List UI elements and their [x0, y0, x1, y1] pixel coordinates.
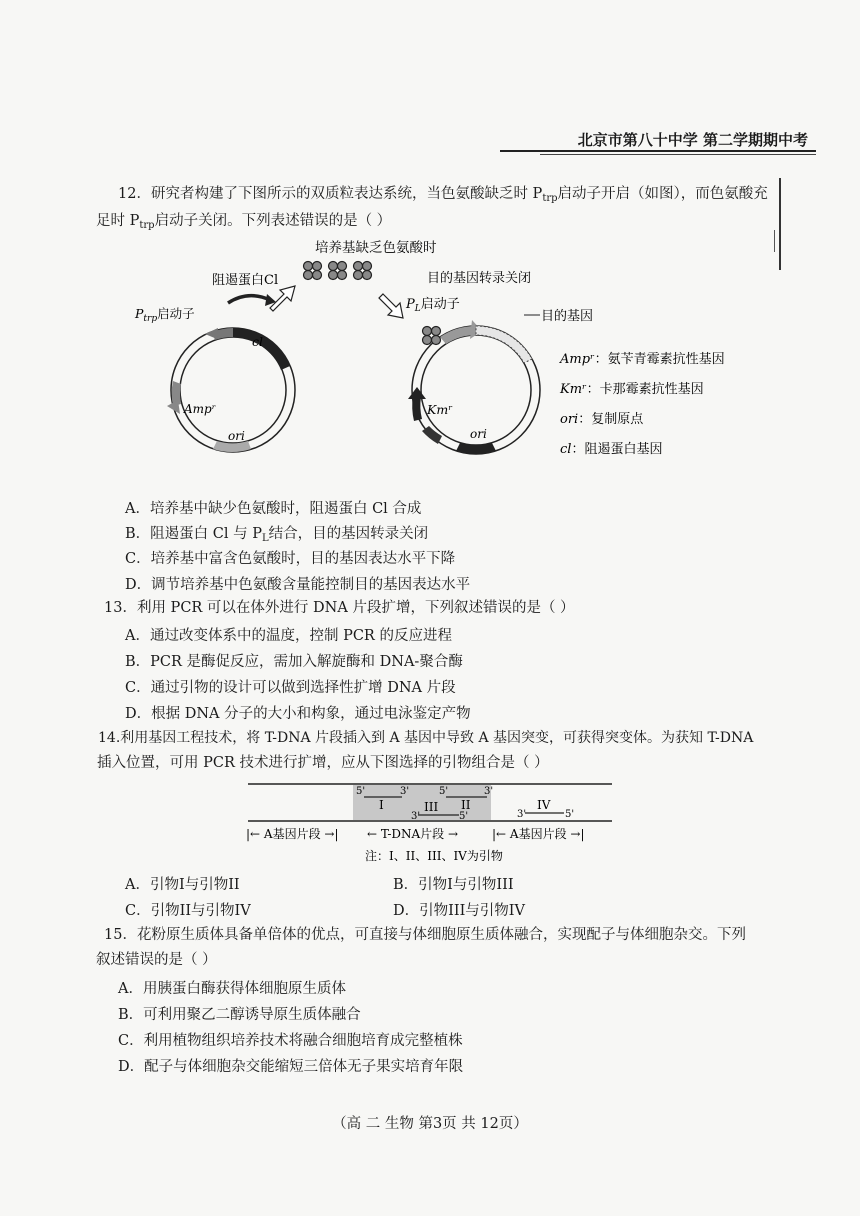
margin-binding-line	[779, 178, 781, 270]
q12-option-b[interactable]: B．阻遏蛋白 Cl 与 $P_L$结合，目的基因转录关闭	[125, 526, 429, 544]
q15-option-d[interactable]: D．配子与体细胞杂交能缩短三倍体无子果实培育年限	[118, 1059, 464, 1075]
q15-stem-line2: 叙述错误的是（ ）	[96, 952, 217, 968]
repressor-cl-label: 阻遏蛋白Cl	[212, 273, 279, 288]
margin-binding-tick	[774, 230, 775, 252]
q12-stem-line2: 足时 $P_{trp}$启动子关闭。下列表述错误的是（ ）	[96, 213, 392, 231]
legend-item-km: Kmʳ：卡那霉素抗性基因	[560, 382, 704, 397]
q14-option-b[interactable]: B．引物I与引物III	[393, 877, 514, 893]
legend-item-cl: cl：阻遏蛋白基因	[560, 442, 663, 457]
q14-option-c[interactable]: C．引物II与引物IV	[125, 903, 251, 919]
q15-option-a[interactable]: A．用胰蛋白酶获得体细胞原生质体	[118, 981, 346, 997]
header-rule-secondary	[540, 154, 816, 155]
repressor-protein-cluster-2	[329, 262, 347, 280]
q12-option-a[interactable]: A．培养基中缺少色氨酸时，阻遏蛋白 Cl 合成	[125, 501, 422, 517]
q13-option-c[interactable]: C．通过引物的设计可以做到选择性扩增 DNA 片段	[125, 680, 456, 696]
q13-option-d[interactable]: D．根据 DNA 分子的大小和构象，通过电泳鉴定产物	[125, 706, 471, 722]
primer-iii-5prime: 5'	[459, 811, 469, 822]
cl-gene-label: cl	[252, 334, 263, 349]
transcription-off-label: 目的基因转录关闭	[427, 271, 532, 286]
legend-item-ori: ori：复制原点	[560, 412, 644, 427]
q14-option-a[interactable]: A．引物I与引物II	[125, 877, 240, 893]
q12-option-d[interactable]: D．调节培养基中色氨酸含量能控制目的基因表达水平	[125, 577, 471, 593]
primer-i-3prime: 3'	[400, 786, 410, 797]
plasmid-legend	[559, 351, 725, 457]
segment-a-gene-left: |← A基因片段 →|	[246, 827, 339, 841]
q14-option-d[interactable]: D．引物III与引物IV	[393, 903, 526, 919]
amp-gene-label: Ampʳ	[184, 402, 216, 416]
q12-plasmid-figure	[120, 236, 740, 476]
primer-i-5prime: 5'	[356, 786, 366, 797]
segment-tdna: ← T-DNA片段 →	[367, 827, 459, 841]
right-km-segment	[412, 396, 422, 421]
km-gene-label: Kmʳ	[427, 402, 453, 417]
primer-note: 注：I、II、III、IV为引物	[365, 849, 503, 863]
q13-option-b[interactable]: B．PCR 是酶促反应，需加入解旋酶和 DNA-聚合酶	[125, 654, 463, 670]
primer-iv-label: IV	[537, 798, 551, 812]
target-gene-label: 目的基因	[541, 309, 594, 324]
pl-promoter-label: $P_L$启动子	[406, 297, 460, 314]
q14-tdna-figure	[240, 778, 620, 870]
repressor-protein-cluster-3	[354, 262, 372, 280]
header-rule	[500, 150, 816, 152]
primer-iii-label: III	[424, 800, 439, 814]
right-target-gene-segment	[476, 326, 532, 363]
repressor-protein-cluster-1	[304, 262, 322, 280]
bound-repressor-cluster	[423, 327, 441, 345]
q14-stem-line2: 插入位置，可用 PCR 技术进行扩增，应从下图选择的引物组合是（ ）	[97, 755, 549, 771]
repressor-synthesis-arrow	[228, 296, 270, 303]
right-ori-label: ori	[470, 427, 487, 441]
q14-stem-line1: 14.利用基因工程技术，将 T-DNA 片段插入到 A 基因中导致 A 基因突变，可获得突变体。为获知 T-DNA	[98, 730, 754, 746]
left-ori-label: ori	[228, 429, 245, 443]
primer-i-label: I	[379, 798, 384, 812]
primer-iv-5prime: 5'	[565, 809, 575, 820]
q15-option-b[interactable]: B．可利用聚乙二醇诱导原生质体融合	[118, 1007, 361, 1023]
page-header-title: 北京市第八十中学 第二学期期中考	[577, 131, 808, 149]
ptrp-promoter-label: $P_{trp}$启动子	[135, 306, 195, 324]
legend-item-amp: Ampʳ：氨苄青霉素抗性基因	[560, 352, 725, 367]
primer-iv-3prime: 3'	[517, 809, 527, 820]
page-footer: （高 二 生物 第3页 共 12页）	[332, 1116, 528, 1132]
q13-option-a[interactable]: A．通过改变体系中的温度，控制 PCR 的反应进程	[125, 628, 452, 644]
q12-stem-line1: 12．研究者构建了下图所示的双质粒表达系统，当色氨酸缺乏时 $P_{trp}$启动子开启（如图），而色氨酸充	[118, 186, 768, 204]
primer-ii-5prime: 5'	[439, 786, 449, 797]
q13-stem: 13．利用 PCR 可以在体外进行 DNA 片段扩增，下列叙述错误的是（ ）	[104, 600, 575, 616]
binding-arrow-icon	[379, 294, 403, 318]
primer-ii-3prime: 3'	[484, 786, 494, 797]
q12-option-c[interactable]: C．培养基中富含色氨酸时，目的基因表达水平下降	[125, 551, 456, 567]
primer-iii-3prime: 3'	[411, 811, 421, 822]
q15-option-c[interactable]: C．利用植物组织培养技术将融合细胞培育成完整植株	[118, 1033, 463, 1049]
segment-a-gene-right: |← A基因片段 →|	[492, 827, 585, 841]
figure-top-caption: 培养基缺乏色氨酸时	[315, 240, 437, 256]
release-arrow-icon	[270, 286, 295, 311]
q15-stem-line1: 15．花粉原生质体具备单倍体的优点，可直接与体细胞原生质体融合，实现配子与体细胞杂交。下列	[104, 927, 746, 943]
primer-ii-label: II	[461, 798, 471, 812]
